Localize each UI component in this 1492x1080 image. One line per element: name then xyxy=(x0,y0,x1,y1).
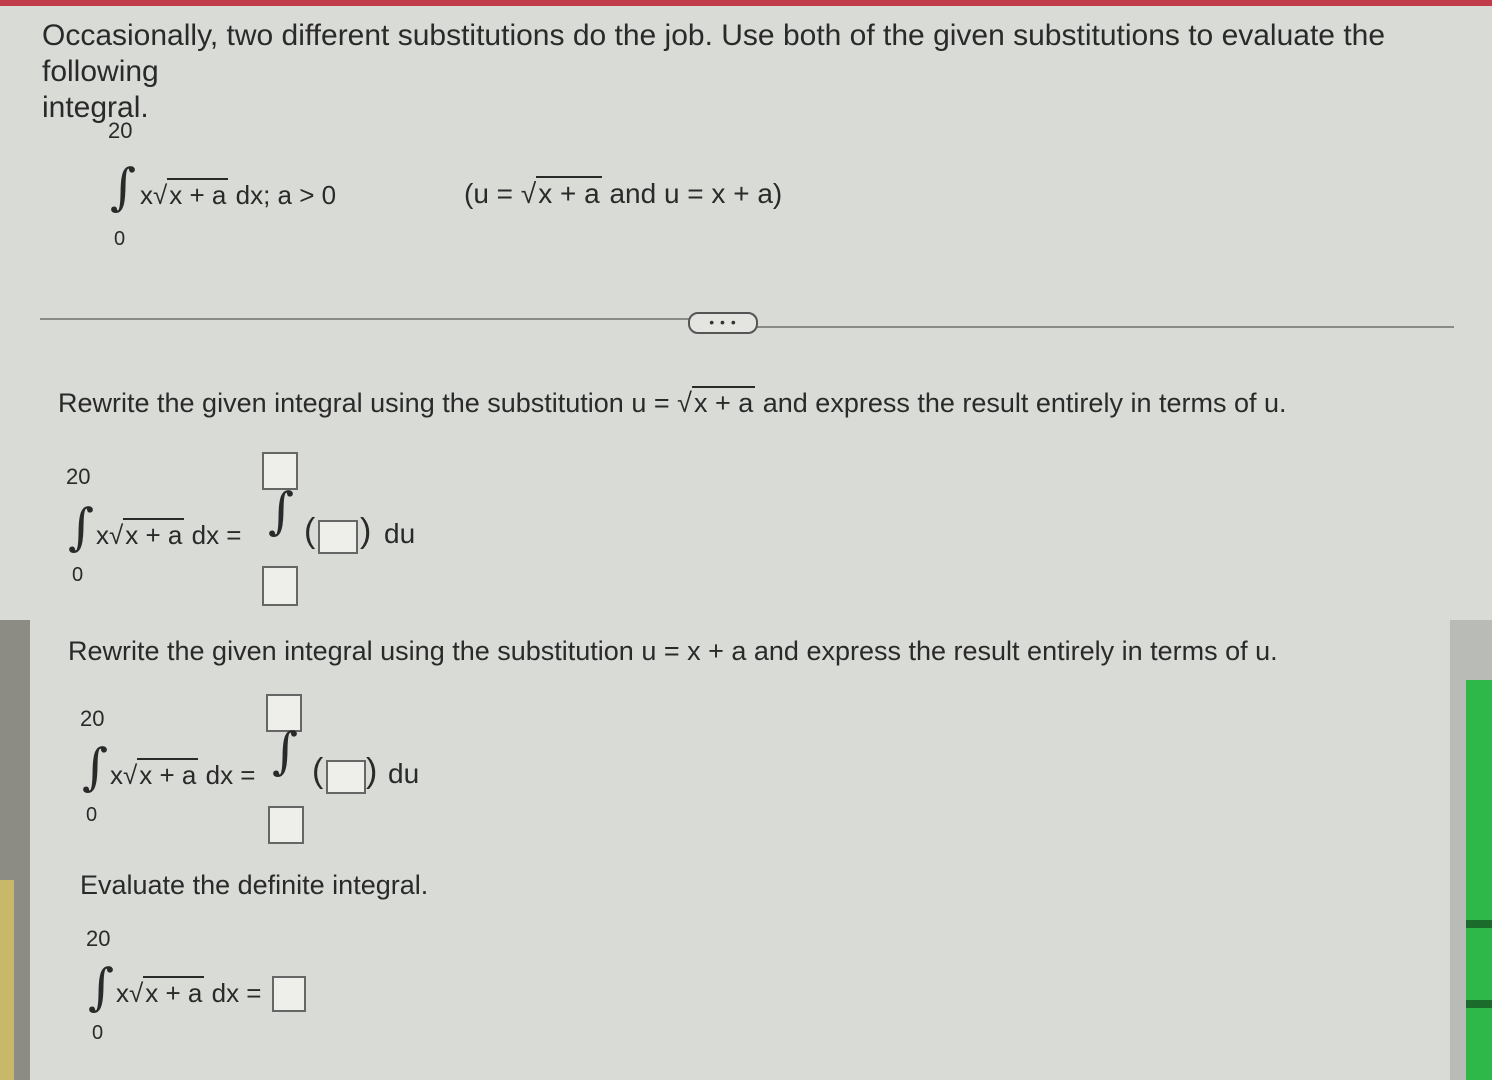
integrand-tail: dx = xyxy=(211,978,262,1008)
lower-limit: 0 xyxy=(114,228,126,250)
part1-integrand-input[interactable] xyxy=(318,520,358,554)
open-paren: ( xyxy=(304,512,316,550)
close-paren: ) xyxy=(360,512,372,550)
radicand: x + a xyxy=(139,760,197,790)
integrand-x: x xyxy=(110,760,123,790)
sqrt-symbol: √ xyxy=(123,760,138,790)
integrand xyxy=(110,760,255,791)
integrand xyxy=(96,520,241,551)
integral-sign: ∫ xyxy=(68,498,95,556)
integral-sign: ∫ xyxy=(110,158,137,216)
sqrt-symbol: √ xyxy=(109,520,124,550)
part3-answer-input[interactable] xyxy=(272,976,306,1012)
left-edge xyxy=(0,620,30,1080)
integrand-x: x xyxy=(96,520,109,550)
right-edge xyxy=(1450,620,1492,1080)
lower-limit: 0 xyxy=(72,564,84,586)
lower-limit: 0 xyxy=(92,1022,104,1044)
du-label: du xyxy=(388,758,420,789)
integrand-x: x xyxy=(140,180,153,210)
upper-limit: 20 xyxy=(108,118,133,143)
subs-open: (u = xyxy=(464,178,521,209)
integrand-x: x xyxy=(116,978,129,1008)
integral-sign: ∫ xyxy=(82,738,109,796)
integral-sign: ∫ xyxy=(268,482,295,540)
part3-instruction: Evaluate the definite integral. xyxy=(80,870,429,900)
divider-line xyxy=(40,318,690,320)
upper-limit: 20 xyxy=(80,706,105,731)
sqrt-symbol: √ xyxy=(520,178,537,209)
sqrt-symbol: √ xyxy=(129,978,144,1008)
close-paren: ) xyxy=(366,752,378,790)
integrand xyxy=(140,180,336,211)
radicand: x + a xyxy=(125,520,183,550)
part2-rhs-integral xyxy=(270,722,310,796)
integrand xyxy=(116,978,261,1009)
question-prompt xyxy=(42,18,1462,126)
expand-button[interactable]: • • • xyxy=(688,312,758,334)
instruction-text: and express the result entirely in terms of u. xyxy=(755,388,1287,418)
integral-sign: ∫ xyxy=(272,722,299,780)
instruction-text: Rewrite the given integral using the substitution u = xyxy=(58,388,678,418)
upper-limit: 20 xyxy=(86,926,111,951)
right-panel-band xyxy=(1466,1000,1492,1008)
lower-limit: 0 xyxy=(86,804,98,826)
du-label: du xyxy=(384,518,416,549)
part1-lower-limit-input[interactable] xyxy=(262,566,298,606)
part2-instruction: Rewrite the given integral using the substitution u = x + a and express the result entirely in terms of u. xyxy=(68,636,1278,666)
substitution-hint xyxy=(464,178,782,210)
part3-lhs-integral xyxy=(86,926,286,1056)
sqrt-symbol: √ xyxy=(153,180,168,210)
open-paren: ( xyxy=(312,752,324,790)
part2-integrand-input[interactable] xyxy=(326,760,366,794)
radicand: x + a xyxy=(145,978,203,1008)
integral-sign: ∫ xyxy=(88,958,115,1016)
integrand-tail: dx; a > 0 xyxy=(235,180,337,210)
part1-lhs-integral xyxy=(66,464,266,594)
integrand-tail: dx = xyxy=(191,520,242,550)
integrand-tail: dx = xyxy=(205,760,256,790)
radicand: x + a xyxy=(169,180,227,210)
right-progress-panel xyxy=(1466,680,1492,1080)
prompt-line-1: Occasionally, two different substitutions do the job. Use both of the given substitutions to evaluate the following xyxy=(42,19,1386,88)
right-panel-band xyxy=(1466,920,1492,928)
left-edge-stripe xyxy=(0,880,14,1080)
divider-line xyxy=(752,326,1454,328)
radicand: x + a xyxy=(693,388,754,418)
radicand: x + a xyxy=(538,178,600,209)
given-integral xyxy=(108,118,408,258)
part2-lhs-integral xyxy=(80,706,280,836)
top-accent-bar xyxy=(0,0,1492,6)
subs-rest: and u = x + a) xyxy=(601,178,783,209)
sqrt-symbol: √ xyxy=(677,388,692,418)
upper-limit: 20 xyxy=(66,464,91,489)
part1-instruction xyxy=(58,388,1287,419)
part2-lower-limit-input[interactable] xyxy=(268,806,304,844)
part1-rhs-integral xyxy=(266,482,306,556)
prompt-line-2: integral. xyxy=(42,91,149,124)
